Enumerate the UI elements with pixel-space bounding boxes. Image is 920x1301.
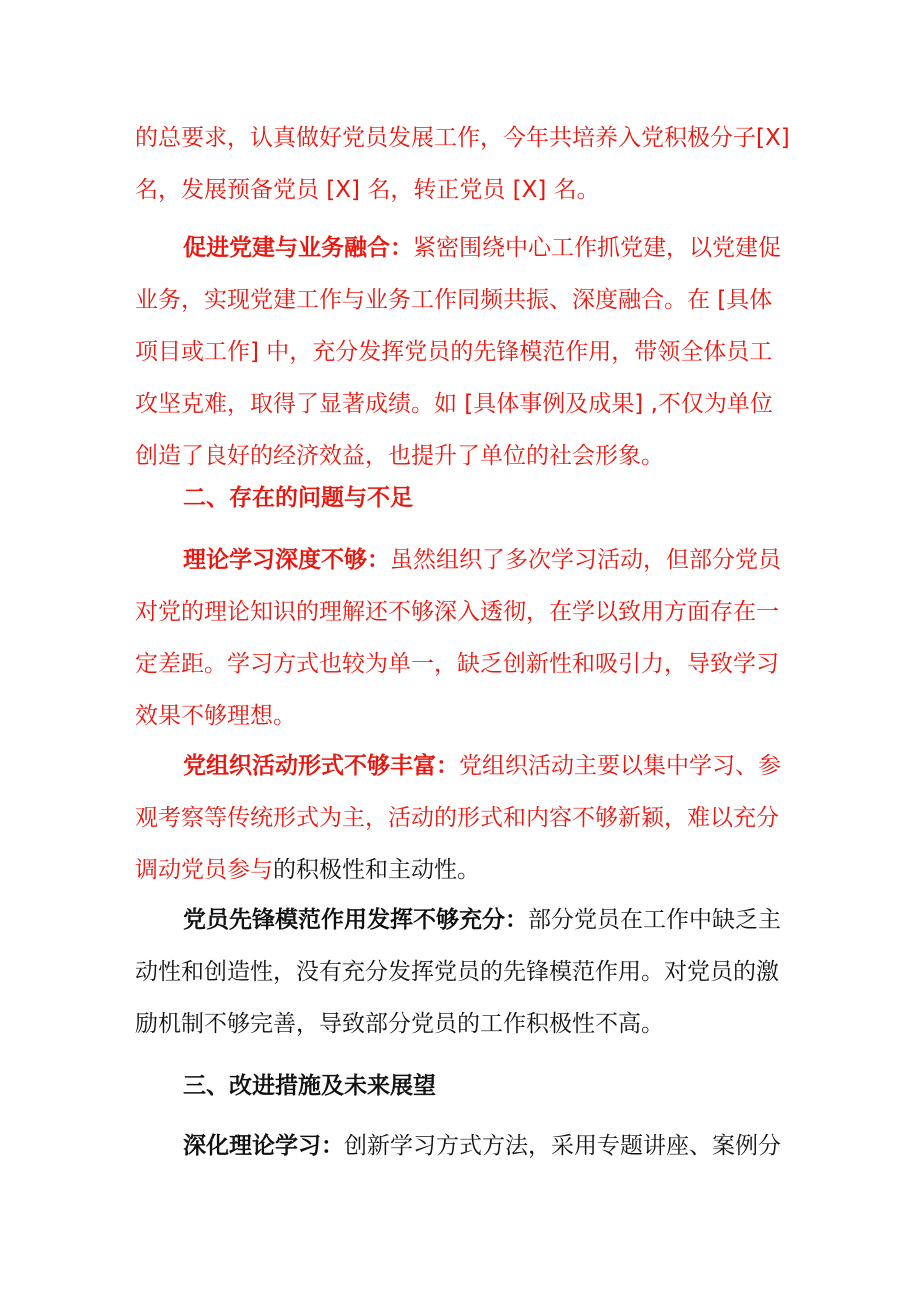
paragraph-deepen xyxy=(135,1120,795,1172)
section-heading: 二、存在的问题与不足 xyxy=(183,485,413,511)
paragraph-text: 创新学习方式方法，采用专题讲座、案例分 xyxy=(344,1133,781,1159)
paragraph-vanguard xyxy=(135,894,795,1050)
paragraph-text: 部分党员在工作中缺乏主 xyxy=(528,907,781,933)
paragraph-text: 紧密围绕中心工作抓党建，以党建促 xyxy=(413,235,781,261)
text-line: 业务，实现党建工作与业务工作同频共振、深度融合。在 [具体 xyxy=(135,287,773,313)
text-line: 励机制不够完善，导致部分党员的工作积极性不高。 xyxy=(135,1011,664,1037)
paragraph-text-black: 的积极性和主动性。 xyxy=(273,857,480,883)
paragraph-text-red: 调动党员参与 xyxy=(135,857,273,883)
paragraph-theory xyxy=(135,534,795,742)
text-line: 效果不够理想。 xyxy=(135,703,296,729)
paragraph-integration xyxy=(135,222,795,482)
paragraph-title: 促进党建与业务融合： xyxy=(183,235,413,261)
text-line xyxy=(135,534,795,586)
paragraph-title: 理论学习深度不够： xyxy=(183,547,390,573)
text-line: 的总要求，认真做好党员发展工作，今年共培养入党积极分子[X] xyxy=(135,125,790,151)
paragraph-title: 党组织活动形式不够丰富： xyxy=(183,753,459,779)
section-heading: 三、改进措施及未来展望 xyxy=(183,1073,436,1099)
paragraph-text: 虽然组织了多次学习活动，但部分党员 xyxy=(390,547,781,573)
text-line: 对党的理论知识的理解还不够深入透彻，在学以致用方面存在一 xyxy=(135,599,779,625)
text-line xyxy=(135,740,795,792)
text-line: 动性和创造性，没有充分发挥党员的先锋模范作用。对党员的激 xyxy=(135,959,779,985)
text-line: 观考察等传统形式为主，活动的形式和内容不够新颖，难以充分 xyxy=(135,805,779,831)
text-line xyxy=(135,894,795,946)
paragraph-text: 党组织活动主要以集中学习、参 xyxy=(459,753,781,779)
text-line: 名，发展预备党员 [X] 名，转正党员 [X] 名。 xyxy=(135,177,600,203)
text-line xyxy=(135,222,795,274)
text-line: 创造了良好的经济效益，也提升了单位的社会形象。 xyxy=(135,443,664,469)
paragraph-activity xyxy=(135,740,795,896)
text-line xyxy=(135,844,795,896)
text-line: 定差距。学习方式也较为单一，缺乏创新性和吸引力，导致学习 xyxy=(135,651,779,677)
paragraph-title: 党员先锋模范作用发挥不够充分： xyxy=(183,907,528,933)
text-line xyxy=(135,1120,795,1172)
paragraph-title: 深化理论学习： xyxy=(183,1133,344,1159)
paragraph-intro xyxy=(135,112,795,216)
text-line: 项目或工作] 中，充分发挥党员的先锋模范作用，带领全体员工 xyxy=(135,339,773,365)
text-line: 攻坚克难，取得了显著成绩。如 [具体事例及成果] ,不仅为单位 xyxy=(135,391,773,417)
